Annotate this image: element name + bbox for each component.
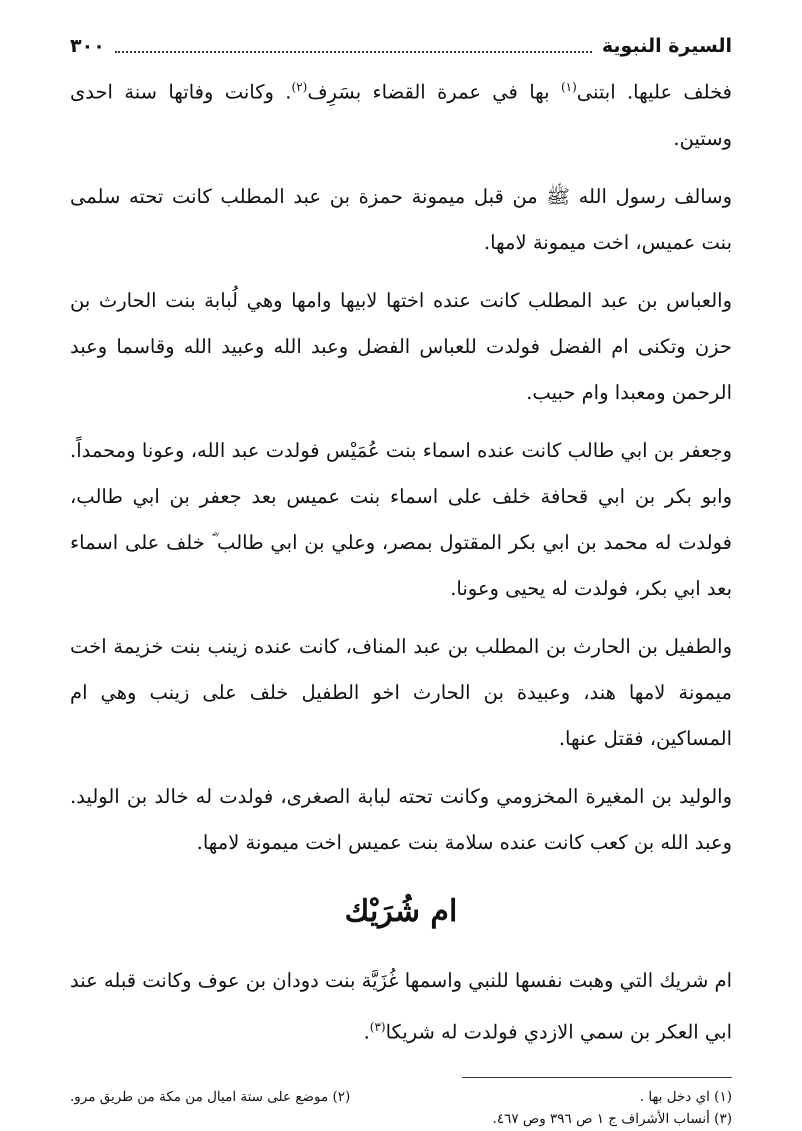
page-header bbox=[70, 28, 732, 64]
footnote-3: (٣) أنساب الأشراف ج ١ ص ٣٩٦ وص ٤٦٧. bbox=[492, 1111, 732, 1127]
running-title: السيرة النبوية bbox=[601, 35, 732, 57]
footnotes-row-1 bbox=[70, 1086, 732, 1108]
footnote-ref-2: (٢) bbox=[291, 80, 308, 94]
page-number: ٣٠٠ bbox=[70, 35, 105, 57]
section-paragraph-text-a: ام شريك التي وهبت نفسها للنبي واسمها غُزَيَّة بنت دودان بن عوف وكانت قبله عند ابي العكر بن سمي الازدي فولدت له شريكا bbox=[70, 968, 732, 1043]
section-paragraph-text-b: . bbox=[363, 1020, 370, 1043]
paragraph-1-text-a: فخلف عليها. ابتنى bbox=[576, 80, 732, 104]
paragraph-5: والطفيل بن الحارث بن المطلب بن عبد المناف، كانت عنده زينب بنت خزيمة اخت ميمونة لامها هند، وعبيدة بن الحارث اخو الطفيل خلف على زينب وهي ام المساكين، فقتل عنها. bbox=[70, 634, 732, 750]
paragraph-2: وسالف رسول الله ﷺ من قبل ميمونة حمزة بن عبد المطلب كانت تحته سلمى بنت عميس، اخت ميمونة لامها. bbox=[70, 184, 732, 254]
section-heading: ام شُرَيْك bbox=[344, 893, 458, 929]
footnote-separator bbox=[462, 1077, 732, 1078]
footnote-2: (٢) موضع على ستة اميال من مكة من طريق مرو. bbox=[70, 1089, 351, 1105]
paragraph-1-text-c: . وكانت وفاتها سنة احدى وستين. bbox=[70, 80, 732, 150]
paragraph-6: والوليد بن المغيرة المخزومي وكانت تحته لبابة الصغرى، فولدت له خالد بن الوليد. وعبد الله بن كعب كانت عنده سلامة بنت عميس اخت ميمونة لامها. bbox=[70, 784, 732, 854]
footnote-ref-3: (٣) bbox=[369, 1019, 386, 1034]
header-dotted-leader bbox=[115, 39, 592, 53]
section-paragraph bbox=[70, 958, 732, 1056]
paragraph-1-text-b: بها في عمرة القضاء بسَرِف bbox=[307, 80, 561, 104]
footnote-ref-1: (١) bbox=[560, 80, 577, 94]
paragraph-1 bbox=[70, 64, 732, 162]
paragraph-4: وجعفر بن ابي طالب كانت عنده اسماء بنت عُمَيْس فولدت عبد الله، وعونا ومحمداً. وابو بكر بن ابي قحافة خلف على اسماء بنت عميس بعد جعفر بن ابي طالب، فولدت له محمد بن ابي بكر المقتول بمصر، وعلي بن ابي طالب ؓ خلف على اسماء بعد ابي بكر، فولدت له يحيى وعونا. bbox=[70, 438, 732, 600]
paragraph-3: والعباس بن عبد المطلب كانت عنده اختها لابيها وامها وهي لُبابة بنت الحارث بن حزن وتكنى ام الفضل فولدت للعباس الفضل وعبد الله وعبيد الله وقاسما وعبد الرحمن ومعبدا وام حبيب. bbox=[70, 288, 732, 404]
footnotes-row-2 bbox=[70, 1108, 732, 1130]
footnote-1: (١) اي دخل بها . bbox=[639, 1089, 732, 1105]
